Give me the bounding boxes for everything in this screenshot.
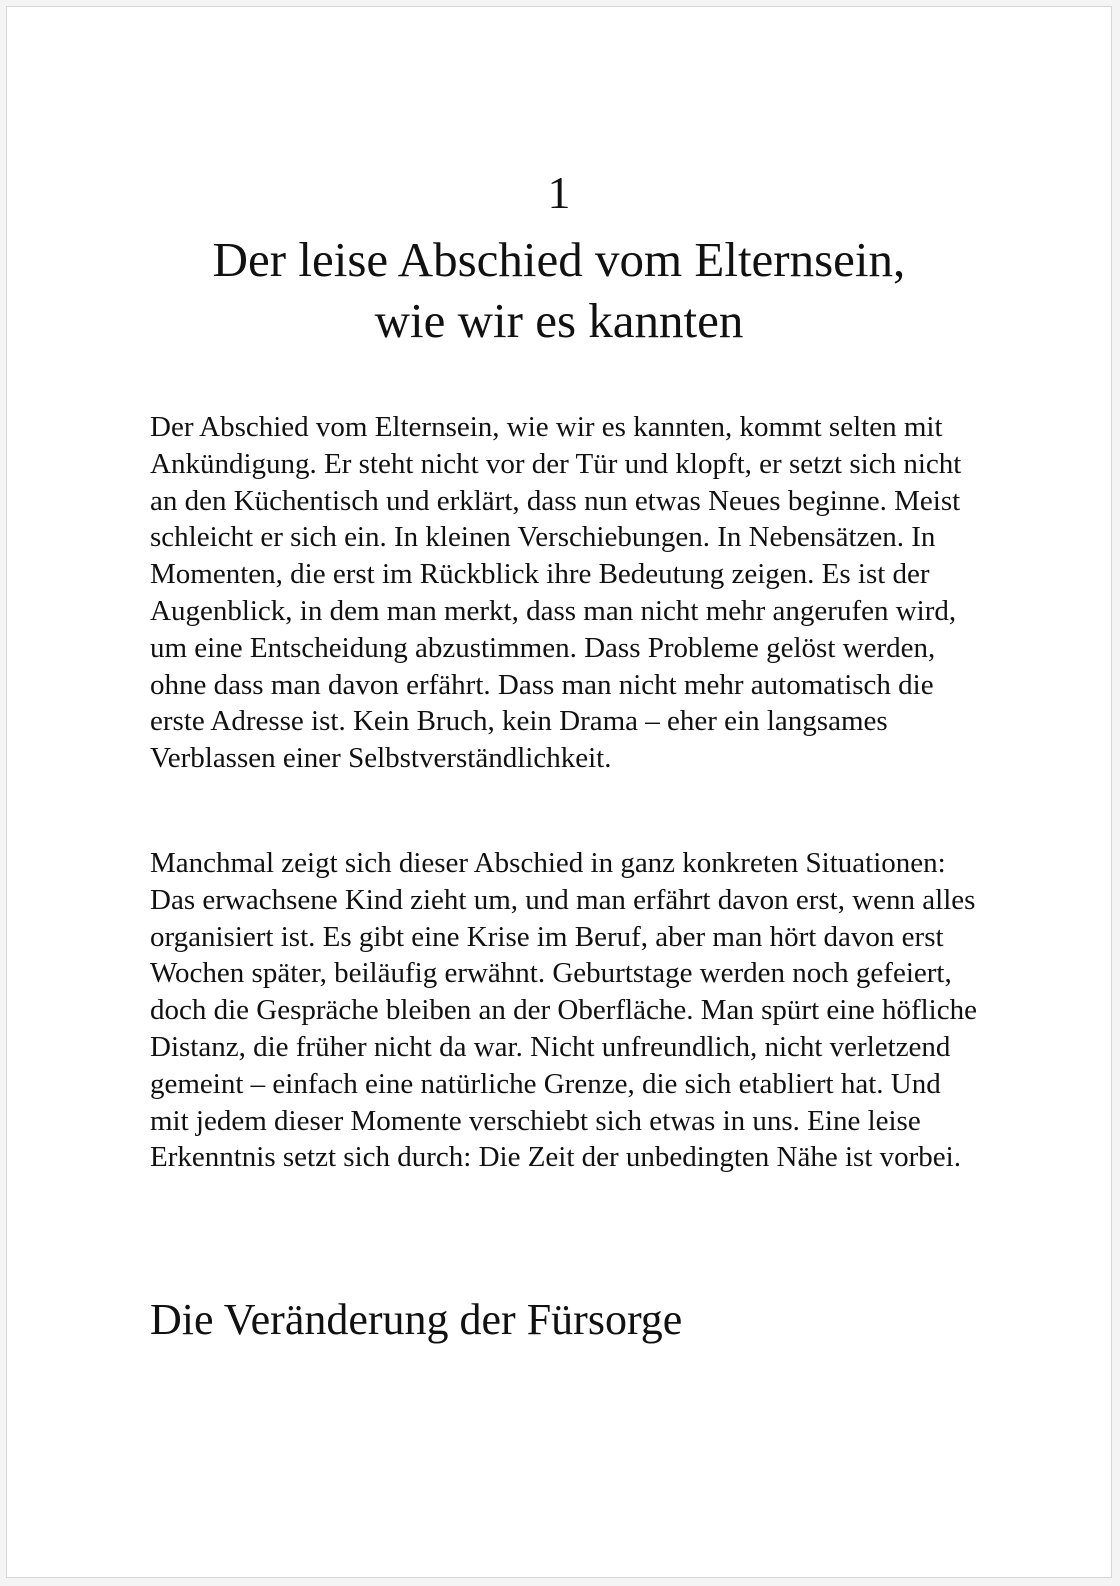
document-page xyxy=(6,6,1112,1578)
chapter-title-line-2: wie wir es kannten xyxy=(374,293,744,348)
chapter-number: 1 xyxy=(547,167,571,218)
body-paragraph-1: Der Abschied vom Elternsein, wie wir es kannten, kommt selten mit Ankündigung. Er steht nicht vor der Tür und klopft, er setzt sich nicht an den Küchentisch und erklärt, dass nun etwas Neues beginne. Meist schleicht er sich ein. In kleinen Verschiebungen. In Nebensätzen. In Momenten, die erst im Rückblick ihre Bedeutung zeigen. Es ist der Augenblick, in dem man merkt, dass man nicht mehr angerufen wird, um eine Entscheidung abzustimmen. Dass Probleme gelöst werden, ohne dass man davon erfährt. Dass man nicht mehr automatisch die erste Adresse ist. Kein Bruch, kein Drama – eher ein langsames Verblassen einer Selbstverständlichkeit. xyxy=(150,411,962,775)
body-paragraph-2: Manchmal zeigt sich dieser Abschied in ganz konkreten Situationen: Das erwachsene Kind zieht um, und man erfährt davon erst, wenn alles organisiert ist. Es gibt eine Krise im Beruf, aber man hört davon erst Wochen später, beiläufig erwähnt. Geburtstage werden noch gefeiert, doch die Gespräche bleiben an der Oberfläche. Man spürt eine höfliche Distanz, die früher nicht da war. Nicht unfreundlich, nicht verletzend gemeint – einfach eine natürliche Grenze, die sich etabliert hat. Und mit jedem dieser Momente verschiebt sich etwas in uns. Eine leise Erkenntnis setzt sich durch: Die Zeit der unbedingten Nähe ist vorbei. xyxy=(150,847,977,1174)
chapter-title-line-1: Der leise Abschied vom Elternsein, xyxy=(212,232,906,287)
chapter-title xyxy=(7,229,1111,351)
section-heading: Die Veränderung der Fürsorge xyxy=(150,1295,683,1344)
